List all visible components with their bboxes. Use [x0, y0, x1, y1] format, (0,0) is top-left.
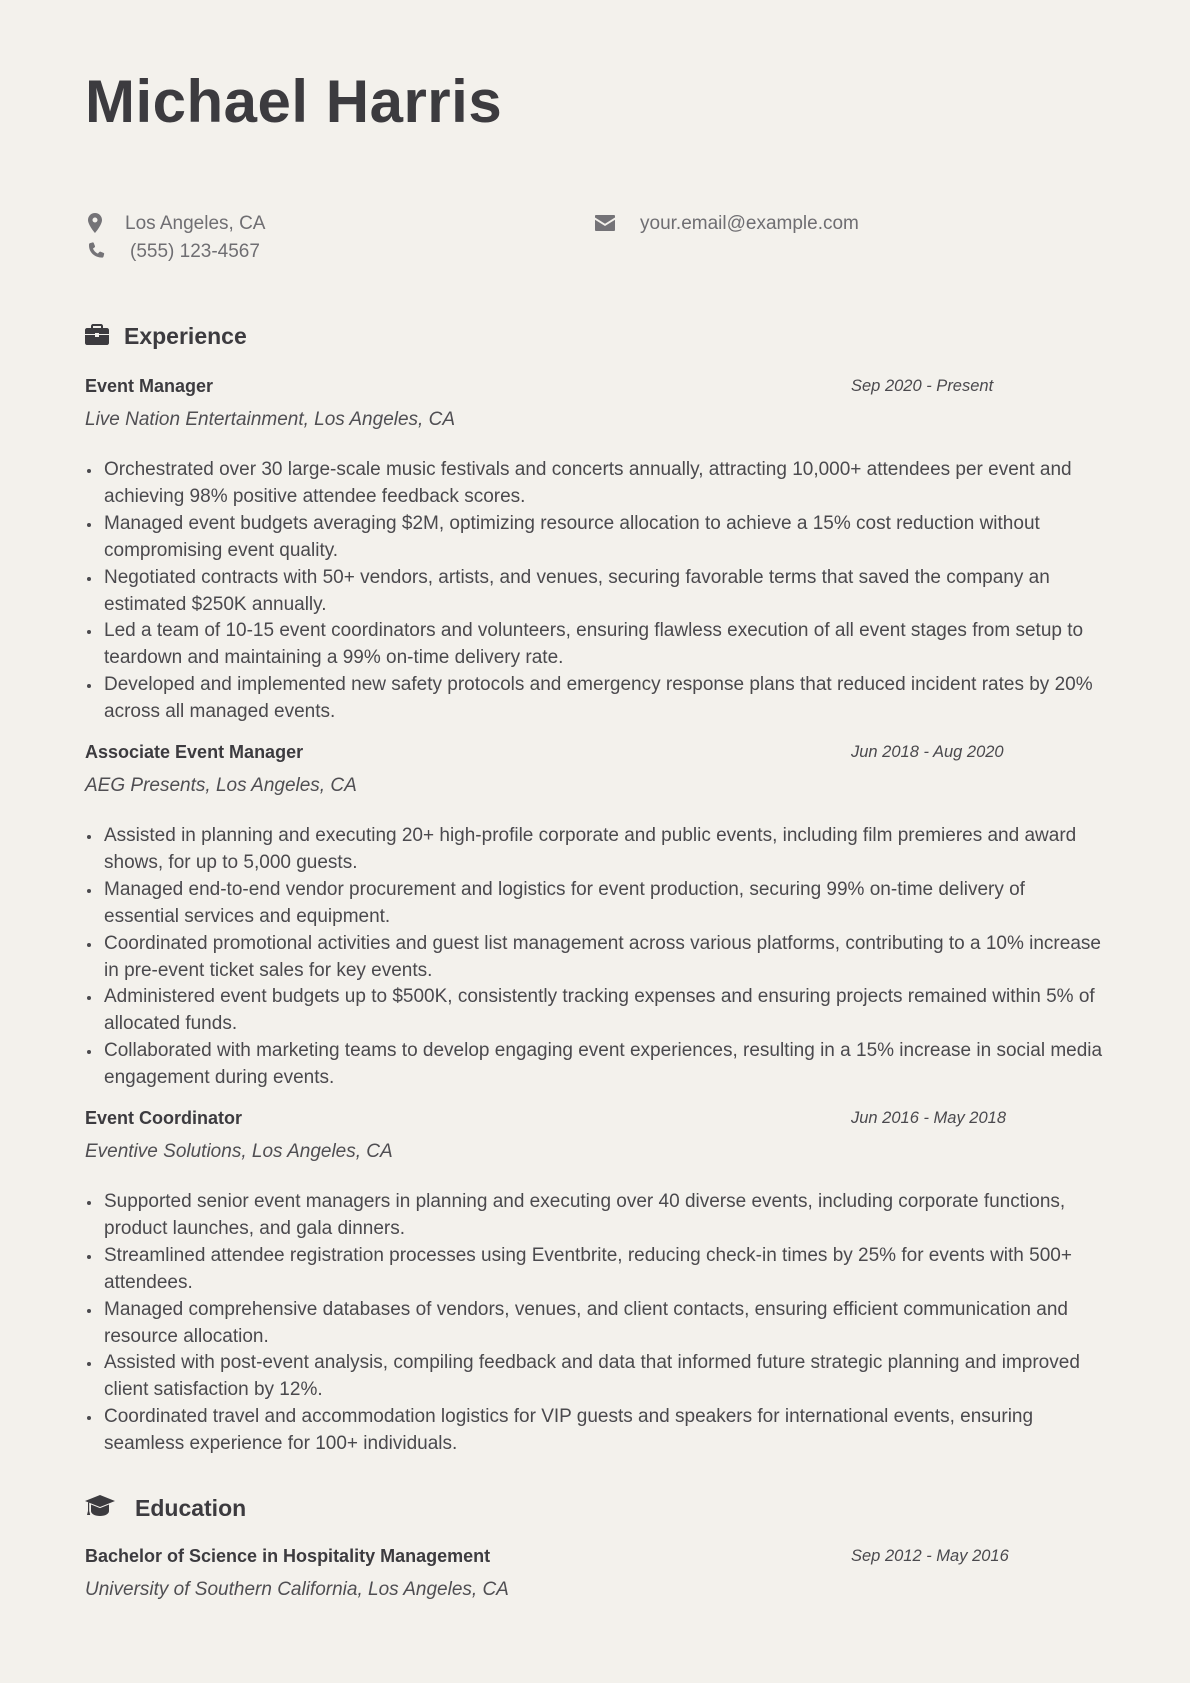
email-link[interactable]: your.email@example.com [640, 212, 859, 234]
education-title: Education [135, 1494, 247, 1521]
job-dates: Jun 2016 - May 2018 [851, 1109, 1007, 1127]
bullet-item: Coordinated travel and accommodation logistics for VIP guests and speakers for international events, ensuring seamless experience for 100+ individuals. [85, 1404, 1105, 1458]
job-bullets [85, 1189, 1105, 1458]
bullet-item: Collaborated with marketing teams to develop engaging event experiences, resulting in a 15% increase in social media engagement during events. [85, 1038, 1105, 1092]
contact-email [595, 213, 859, 233]
job-title: Event Coordinator [85, 1108, 243, 1128]
job-organization: Eventive Solutions, Los Angeles, CA [85, 1141, 393, 1162]
location-text: Los Angeles, CA [125, 212, 266, 234]
bullet-item: Assisted with post-event analysis, compiling feedback and data that informed future strategic planning and improved client satisfaction by 12%. [85, 1350, 1105, 1404]
contact-info [85, 210, 1105, 270]
bullet-item: Managed end-to-end vendor procurement and logistics for event production, securing 99% on-time delivery of essential services and equipment. [85, 877, 1105, 931]
bullet-item: Assisted in planning and executing 20+ high-profile corporate and public events, including film premieres and award shows, for up to 5,000 guests. [85, 823, 1105, 877]
job-organization: AEG Presents, Los Angeles, CA [85, 775, 357, 796]
bullet-item: Streamlined attendee registration processes using Eventbrite, reducing check-in times by 25% for events with 500+ attendees. [85, 1243, 1105, 1297]
job-bullets [85, 457, 1105, 726]
education-dates: Sep 2012 - May 2016 [851, 1547, 1009, 1565]
bullet-item: Orchestrated over 30 large-scale music festivals and concerts annually, attracting 10,000+ attendees per event and achieving 98% positive attendee feedback scores. [85, 457, 1105, 511]
job-organization: Live Nation Entertainment, Los Angeles, CA [85, 409, 455, 430]
job-title: Event Manager [85, 376, 214, 396]
map-marker-icon [85, 213, 105, 233]
degree-title: Bachelor of Science in Hospitality Management [85, 1546, 491, 1566]
job-bullets [85, 823, 1105, 1092]
contact-phone [85, 241, 260, 261]
contact-location [85, 213, 265, 233]
job-dates: Sep 2020 - Present [851, 377, 994, 395]
experience-title: Experience [124, 323, 247, 349]
graduation-cap-icon [85, 1495, 115, 1521]
education-heading [85, 1495, 246, 1521]
bullet-item: Negotiated contracts with 50+ vendors, artists, and venues, securing favorable terms that saved the company an estimated $250K annually. [85, 565, 1105, 619]
bullet-item: Coordinated promotional activities and guest list management across various platforms, contributing to a 10% increase in pre-event ticket sales for key events. [85, 931, 1105, 985]
candidate-name: Michael Harris [85, 68, 503, 135]
bullet-item: Managed event budgets averaging $2M, optimizing resource allocation to achieve a 15% cost reduction without compromising event quality. [85, 511, 1105, 565]
bullet-item: Developed and implemented new safety protocols and emergency response plans that reduced incident rates by 20% across all managed events. [85, 672, 1105, 726]
experience-heading [85, 324, 247, 349]
job-title: Associate Event Manager [85, 742, 304, 762]
institution: University of Southern California, Los Angeles, CA [85, 1579, 509, 1600]
bullet-item: Managed comprehensive databases of vendors, venues, and client contacts, ensuring efficient communication and resource allocation. [85, 1297, 1105, 1351]
phone-icon [85, 241, 105, 261]
envelope-icon [595, 213, 615, 233]
phone-text: (555) 123-4567 [130, 240, 260, 262]
briefcase-icon [85, 324, 109, 349]
job-dates: Jun 2018 - Aug 2020 [851, 743, 1004, 761]
bullet-item: Administered event budgets up to $500K, consistently tracking expenses and ensuring projects remained within 5% of allocated funds. [85, 984, 1105, 1038]
bullet-item: Supported senior event managers in planning and executing over 40 diverse events, including corporate functions, product launches, and gala dinners. [85, 1189, 1105, 1243]
bullet-item: Led a team of 10-15 event coordinators and volunteers, ensuring flawless execution of all event stages from setup to teardown and maintaining a 99% on-time delivery rate. [85, 618, 1105, 672]
